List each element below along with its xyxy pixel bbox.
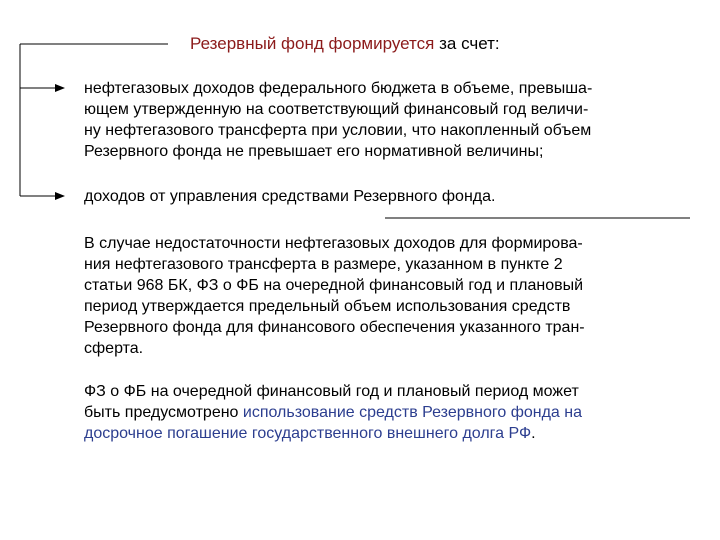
source1-line: нефтегазовых доходов федерального бюджета в объеме, превыша- (84, 80, 593, 97)
title-part1: Резервный фонд формируется (190, 34, 440, 53)
paragraph2-line (84, 402, 582, 423)
title-part2: за счет: (439, 34, 500, 53)
source2-paragraph (84, 186, 495, 207)
source2-line: доходов от управления средствами Резервного фонда. (84, 188, 496, 205)
page-title (190, 34, 500, 54)
source1-line: Резервного фонда не превышает его нормативной величины; (84, 143, 544, 160)
paragraph2-line (84, 423, 582, 444)
paragraph1-line: статьи 968 БК, ФЗ о ФБ на очередной финансовый год и плановый (84, 277, 584, 294)
paragraph2-line: ФЗ о ФБ на очередной финансовый год и плановый период может (84, 383, 579, 400)
paragraph2-line3-blue: досрочное погашение государственного внешнего долга РФ (84, 425, 532, 442)
source1-line: ну нефтегазового трансферта при условии, что накопленный объем (84, 122, 592, 139)
source1-line: ющем утвержденную на соответствующий финансовый год величи- (84, 101, 589, 118)
debt-repayment-paragraph (84, 381, 582, 444)
paragraph1-line: сферта. (84, 340, 144, 357)
paragraph2-line3-black: . (531, 425, 536, 442)
insufficiency-paragraph (84, 233, 585, 359)
paragraph1-line: ния нефтегазового трансферта в размере, указанном в пункте 2 (84, 256, 563, 273)
paragraph2-line2-blue: использование средств Резервного фонда на (242, 404, 582, 421)
paragraph1-line: Резервного фонда для финансового обеспечения указанного тран- (84, 319, 585, 336)
paragraph1-line: период утверждается предельный объем использования средств (84, 298, 571, 315)
source1-paragraph (84, 78, 592, 162)
paragraph2-line2-black: быть предусмотрено (84, 404, 243, 421)
paragraph1-line: В случае недостаточности нефтегазовых доходов для формирова- (84, 235, 583, 252)
